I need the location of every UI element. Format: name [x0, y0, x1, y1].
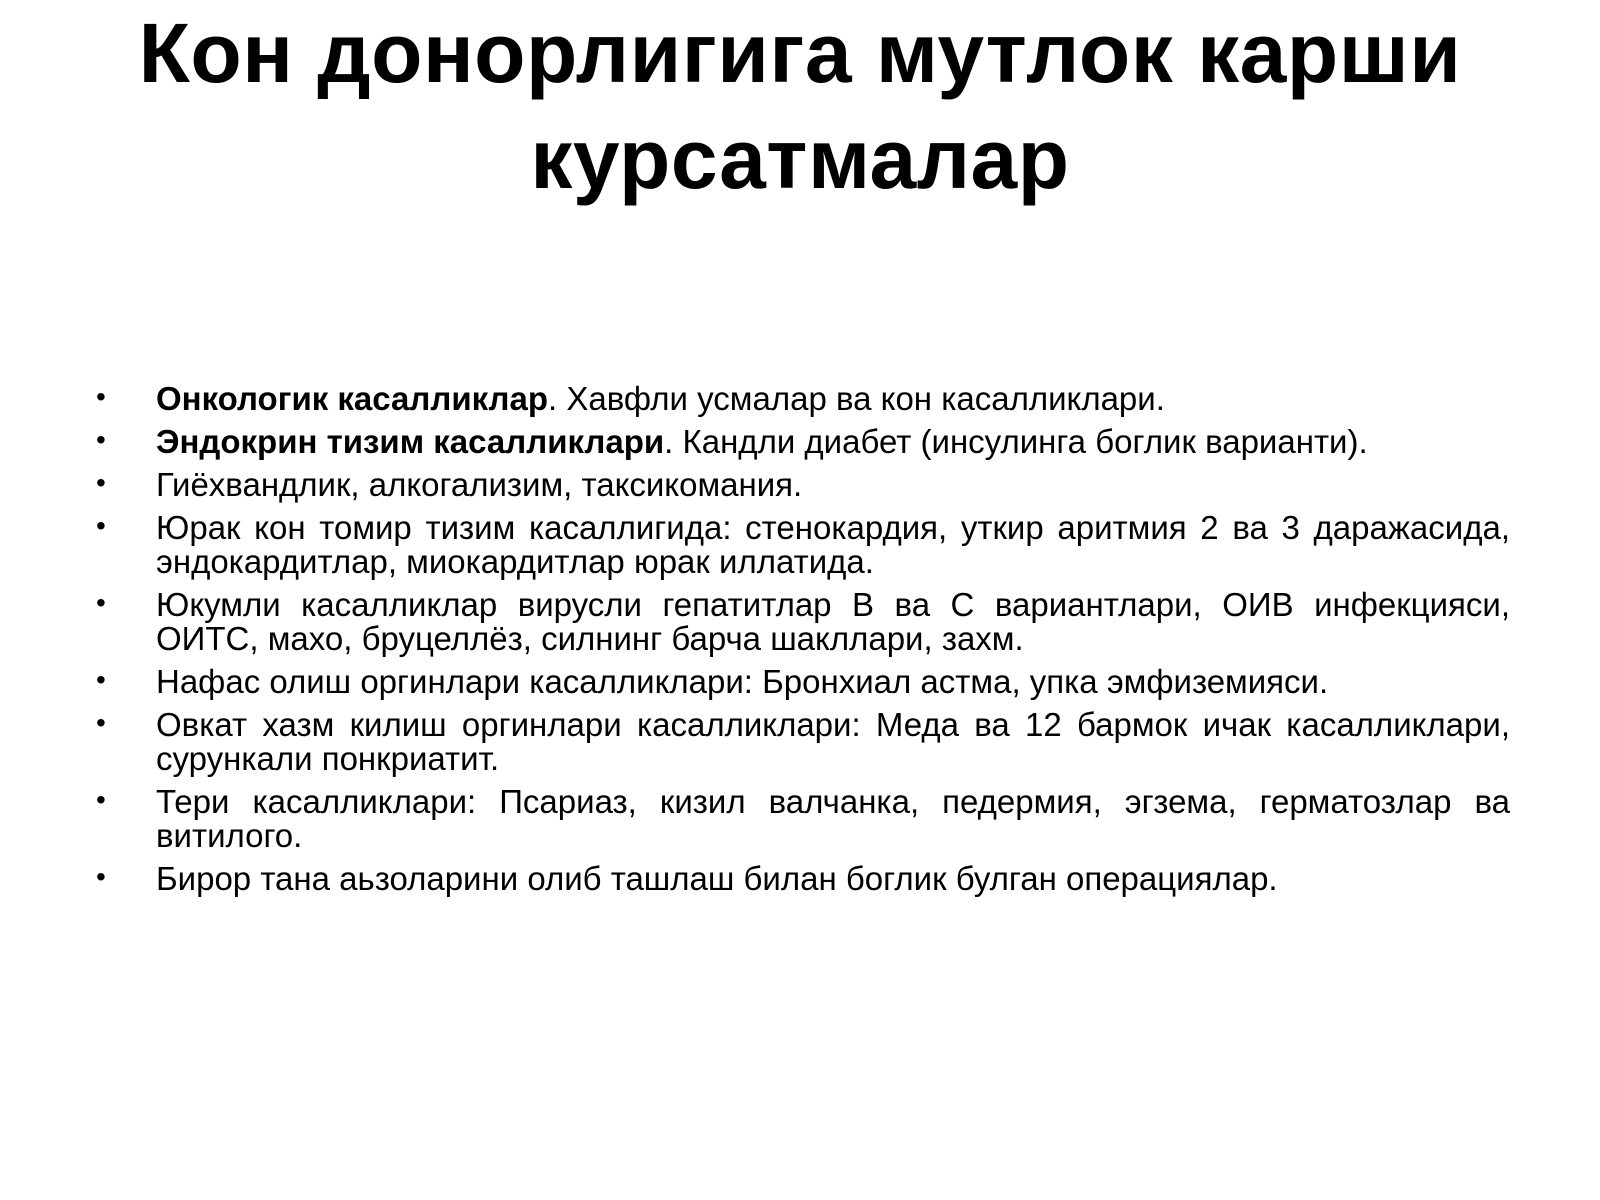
bullet-icon: • — [96, 510, 106, 541]
list-item — [96, 862, 1510, 896]
list-item-description: . Хавфли усмалар ва кон касалликлари. — [548, 380, 1165, 417]
list-item-text — [156, 468, 1510, 502]
slide-title — [60, 0, 1540, 212]
list-item-description: Юкумли касалликлар вирусли гепатитлар В ва С вариантлари, ОИВ инфекцияси, ОИТС, махо, бруцеллёз, силнинг барча шакллари, захм. — [156, 586, 1510, 657]
list-item-text — [156, 382, 1510, 416]
list-item — [96, 708, 1510, 776]
list-item-description: Овкат хазм килиш оргинлари касалликлари: Меда ва 12 бармок ичак касалликлари, сурункали понкриатит. — [156, 706, 1510, 777]
list-item-description: Юрак кон томир тизим касаллигида: стенокардия, уткир аритмия 2 ва 3 даражасида, эндокардитлар, миокардитлар юрак иллатида. — [156, 509, 1510, 580]
list-item-bold-label: Онкологик касалликлар — [156, 380, 549, 417]
bullet-icon: • — [96, 664, 106, 695]
list-item-text — [156, 862, 1510, 896]
list-item — [96, 425, 1510, 459]
list-item-text — [156, 708, 1510, 776]
bullet-icon: • — [96, 707, 106, 738]
list-item-description: Нафас олиш оргинлари касалликлари: Бронхиал астма, упка эмфиземияси. — [156, 663, 1329, 700]
list-item — [96, 511, 1510, 579]
list-item-text — [156, 511, 1510, 579]
list-item — [96, 785, 1510, 853]
list-item — [96, 665, 1510, 699]
list-item-text — [156, 785, 1510, 853]
list-item-text — [156, 665, 1510, 699]
list-item-description: Тери касалликлари: Псариаз, кизил валчанка, педермия, эгзема, герматозлар ва витилого. — [156, 783, 1510, 854]
bullet-icon: • — [96, 424, 106, 455]
bullet-icon: • — [96, 784, 106, 815]
list-item — [96, 382, 1510, 416]
bullet-icon: • — [96, 587, 106, 618]
slide-title-line-2: курсатмалар — [530, 112, 1070, 206]
bullet-icon: • — [96, 381, 106, 412]
bullet-icon: • — [96, 467, 106, 498]
bullet-icon: • — [96, 861, 106, 892]
list-item-text — [156, 425, 1510, 459]
list-item-description: Гиёхвандлик, алкогализим, таксикомания. — [156, 466, 803, 503]
list-item — [96, 468, 1510, 502]
list-item-text — [156, 588, 1510, 656]
list-item — [96, 588, 1510, 656]
list-item-description: . Кандли диабет (инсулинга боглик варианти). — [664, 423, 1368, 460]
contraindications-list — [96, 382, 1510, 905]
list-item-description: Бирор тана аьзоларини олиб ташлаш билан боглик булган операциялар. — [156, 860, 1278, 897]
slide-title-line-1: Кон донорлигига мутлок карши — [138, 6, 1462, 100]
list-item-bold-label: Эндокрин тизим касалликлари — [156, 423, 665, 460]
